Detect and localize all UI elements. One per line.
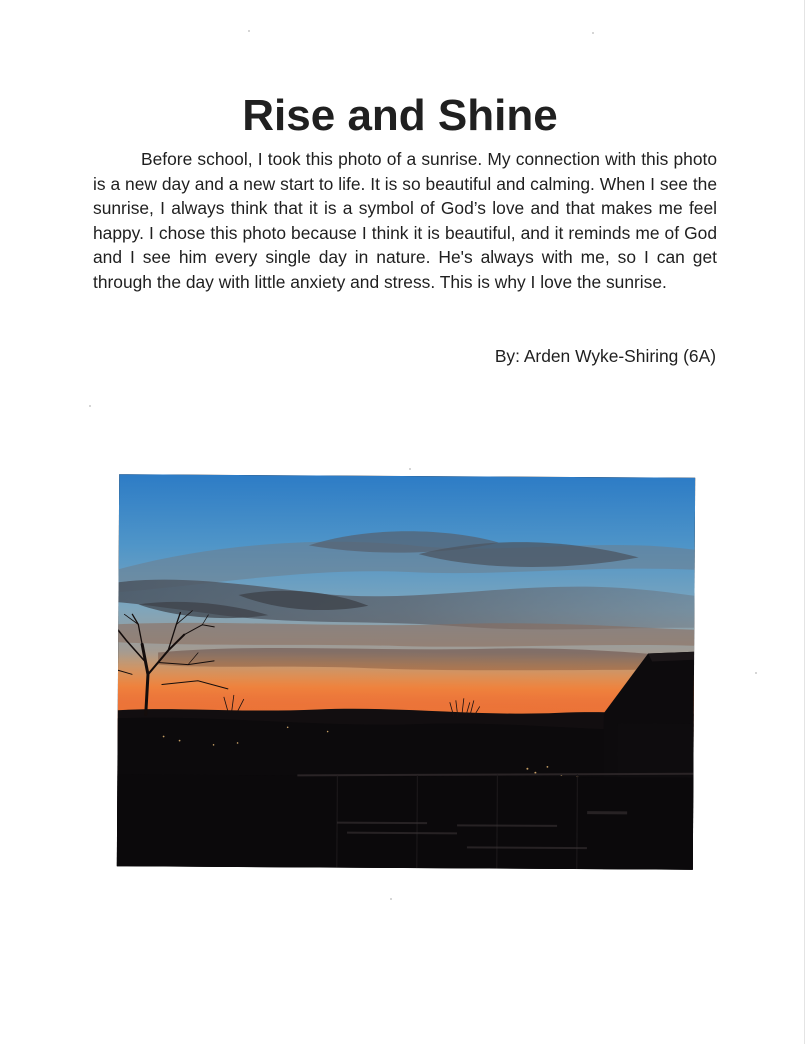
sunrise-photo-illustration <box>117 474 695 870</box>
scan-speck <box>89 405 91 407</box>
scan-speck <box>409 468 411 470</box>
body-paragraph: Before school, I took this photo of a sunrise. My connection with this photo is a new day and a new start to life. It is so beautiful and calming. When I see the sunrise, I always think that it is a symbol of God’s love and that makes me feel happy. I chose this photo because I think it is beautiful, and it reminds me of God and I see him every single day in nature. He's always with me, so I can get through the day with little anxiety and stress. This is why I love the sunrise. <box>93 149 717 292</box>
page-title: Rise and Shine <box>242 91 558 140</box>
author-byline: By: Arden Wyke-Shiring (6A) <box>494 346 716 366</box>
scan-speck <box>755 672 757 674</box>
scan-speck <box>248 30 250 32</box>
sunrise-photo <box>117 474 695 870</box>
scan-speck <box>592 32 594 34</box>
scan-edge-line <box>804 0 805 1044</box>
scan-speck <box>390 898 392 900</box>
